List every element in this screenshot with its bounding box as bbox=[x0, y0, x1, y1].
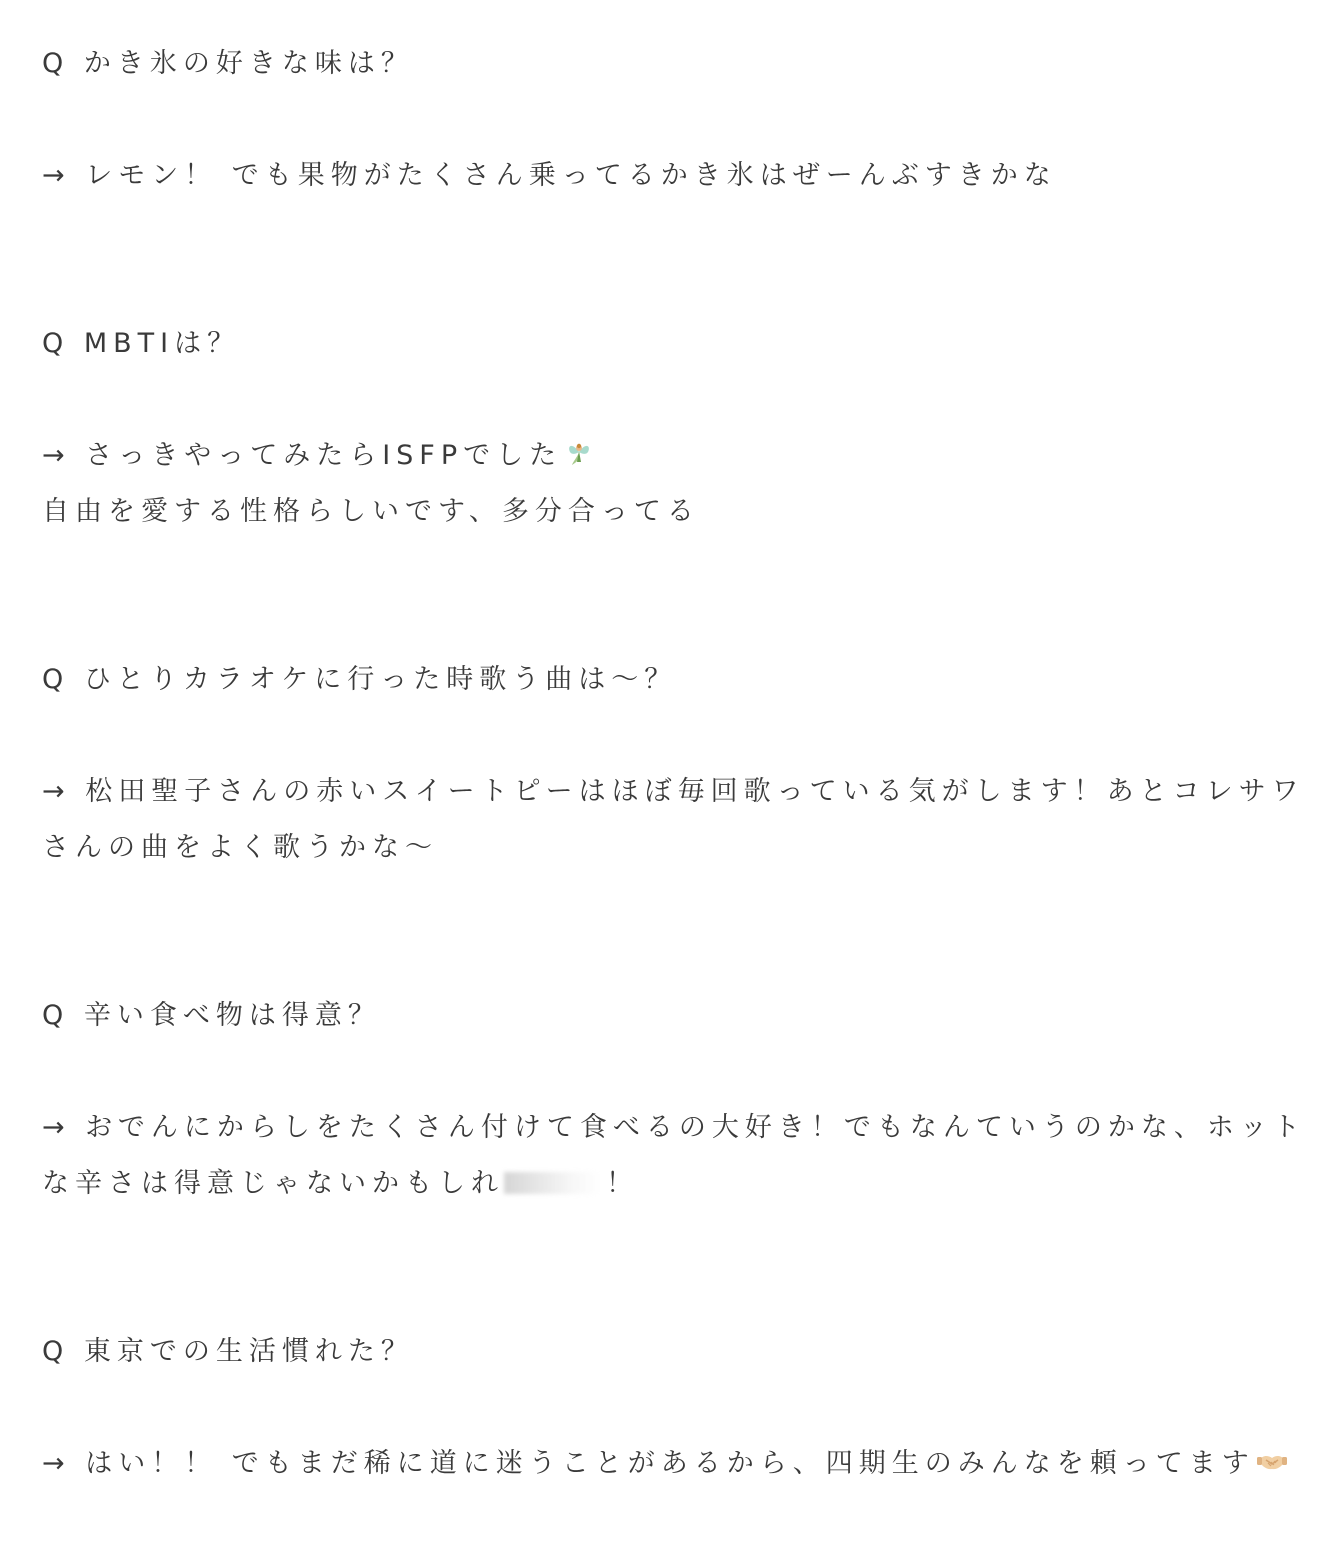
handshake-emoji-icon bbox=[1257, 1446, 1287, 1476]
answer-2-line-1 bbox=[42, 428, 594, 484]
question-5: Q 東京での生活慣れた？ bbox=[42, 1336, 414, 1367]
answer-4-line-1: → おでんにからしをたくさん付けて食べるの大好き！でもなんていうのかな、ホット bbox=[42, 1112, 1306, 1143]
question-2: Q MBTIは？ bbox=[42, 328, 241, 359]
answer-3-line-2: さんの曲をよく歌うかな〜 bbox=[42, 832, 438, 863]
question-4: Q 辛い食べ物は得意？ bbox=[42, 1000, 381, 1031]
answer-3-line-1: → 松田聖子さんの赤いスイートピーはほぼ毎回歌っている気がします！あとコレサワ bbox=[42, 776, 1305, 807]
answer-4-line-2 bbox=[42, 1156, 639, 1212]
fairy-emoji-icon bbox=[564, 438, 594, 468]
blurred-text-image bbox=[504, 1172, 600, 1194]
answer-2-text: → さっきやってみたらISFPでした bbox=[42, 440, 563, 471]
answer-4-text: な辛さは得意じゃないかもしれ bbox=[42, 1168, 504, 1199]
answer-5-line-1 bbox=[42, 1436, 1287, 1492]
answer-1-line-1: → レモン！ でも果物がたくさん乗ってるかき氷はぜーんぶすきかな bbox=[42, 160, 1057, 191]
question-3: Q ひとりカラオケに行った時歌う曲は〜？ bbox=[42, 664, 678, 695]
answer-2-line-2: 自由を愛する性格らしいです、多分合ってる bbox=[42, 496, 700, 527]
answer-4-exclamation: ！ bbox=[606, 1168, 639, 1199]
answer-5-text: → はい！！ でもまだ稀に道に迷うことがあるから、四期生のみんなを頼ってます bbox=[42, 1448, 1255, 1479]
question-1: Q かき氷の好きな味は？ bbox=[42, 48, 414, 79]
